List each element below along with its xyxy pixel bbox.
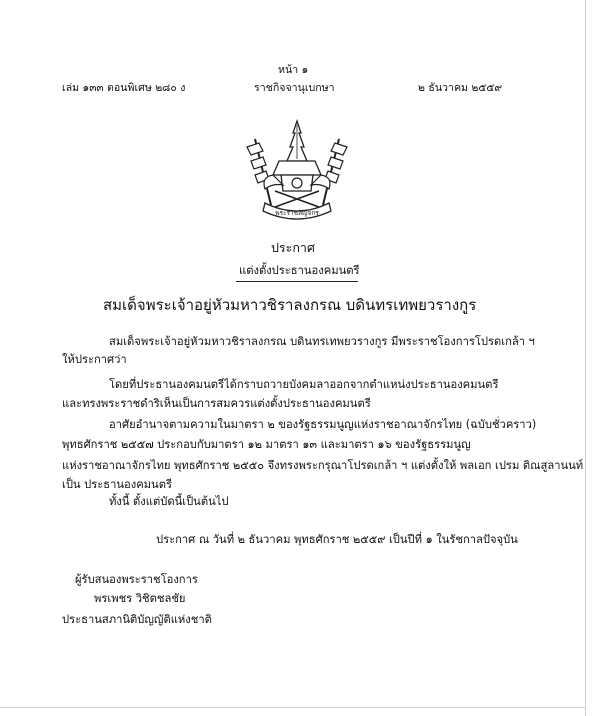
body-line-6: พุทธศักราช ๒๕๕๗ ประกอบกับมาตรา ๑๒ มาตรา ๑๓ และมาตรา ๑๖ ของรัฐธรรมนูญ <box>62 438 471 451</box>
gazette-volume: เล่ม ๑๓๓ ตอนพิเศษ ๒๘๐ ง <box>62 82 186 94</box>
body-line-2: ให้ประกาศว่า <box>62 353 127 366</box>
body-line-8: เป็น ประธานองคมนตรี <box>62 478 172 491</box>
body-line-4: และทรงพระราชดำริเห็นเป็นการสมควรแต่งตั้งประธานองคมนตรี <box>62 397 371 410</box>
page-number: หน้า ๑ <box>278 64 309 76</box>
page-edge-right <box>585 0 586 716</box>
gazette-date: ๒ ธันวาคม ๒๕๕๙ <box>418 82 503 94</box>
signatory-name: พรเพชร วิชิตชลชัย <box>94 592 186 605</box>
announcement-title: ประกาศ <box>271 240 315 255</box>
royal-garuda-crest-icon <box>241 117 353 225</box>
announcement-dated: ประกาศ ณ วันที่ ๒ ธันวาคม พุทธศักราช ๒๕๕๙ เป็นปีที่ ๑ ในรัชกาลปัจจุบัน <box>156 533 518 546</box>
announcement-subtitle: แต่งตั้งประธานองคมนตรี <box>239 264 360 277</box>
body-line-3: โดยที่ประธานองคมนตรีได้กราบถวายบังคมลาออกจากตำแหน่งประธานองคมนตรี <box>109 378 499 391</box>
body-line-1: สมเด็จพระเจ้าอยู่หัวมหาวชิราลงกรณ บดินทรเทพยวรางกูร มีพระราชโองการโปรดเกล้า ฯ <box>109 335 535 348</box>
signatory-position: ประธานสภานิติบัญญัติแห่งชาติ <box>62 613 212 626</box>
body-line-9: ทั้งนี้ ตั้งแต่บัดนี้เป็นต้นไป <box>109 495 229 508</box>
body-line-5: อาศัยอำนาจตามความในมาตรา ๒ ของรัฐธรรมนูญแห่งราชอาณาจักรไทย (ฉบับชั่วคราว) <box>109 418 537 431</box>
body-line-7: แห่งราชอาณาจักรไทย พุทธศักราช ๒๕๕๐ จึงทรงพระกรุณาโปรดเกล้า ฯ แต่งตั้งให้ พลเอก เปรม ติณสูลานนท์ <box>62 459 584 472</box>
gazette-publication: ราชกิจจานุเบกษา <box>254 82 335 94</box>
announcement-heading: สมเด็จพระเจ้าอยู่หัวมหาวชิราลงกรณ บดินทรเทพยวรางกูร <box>103 296 477 314</box>
countersign-label: ผู้รับสนองพระราชโองการ <box>75 573 198 586</box>
page-edge-bottom <box>0 707 586 708</box>
title-divider <box>236 281 358 282</box>
emblem-ribbon-text: พระราชลัญจกร <box>275 209 319 217</box>
